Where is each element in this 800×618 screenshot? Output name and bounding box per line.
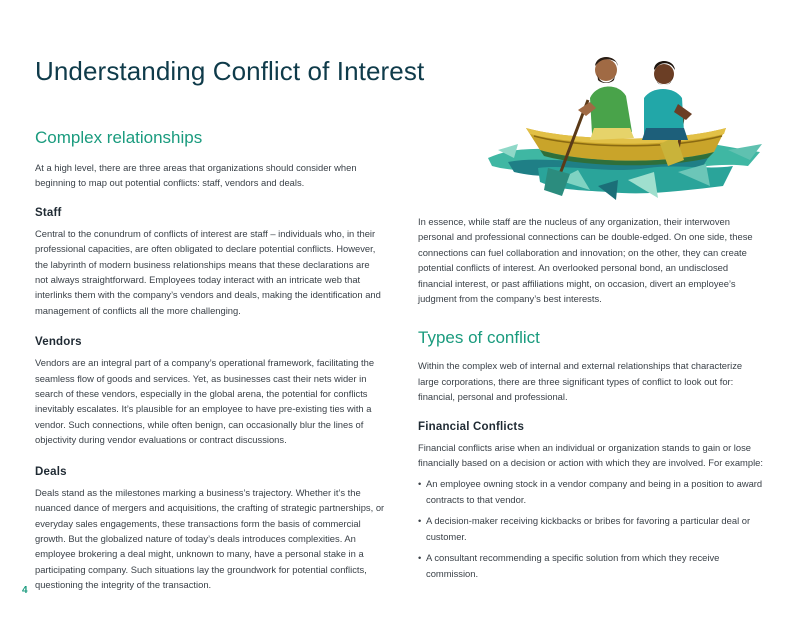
rower-man-icon [642, 61, 692, 140]
sub-heading-vendors: Vendors [35, 336, 82, 349]
vendors-paragraph: Vendors are an integral part of a company’s operational framework, facilitating the seamless flow of goods and services. Yet, as businesses cast their nets wider in search of these vendors, especially in the global arena, the potential for conflicts inevitably escalates. It’s plausible for an employee to have pre-existing ties with a vendor. Such connections, while often benign, can occasionally blur the lines of objectivity during vendor evaluations or contract discussions. [35, 357, 375, 446]
intro-paragraph: At a high level, there are three areas that organizations should consider when beginning to map out potential conflicts: staff, vendors and deals. [35, 162, 357, 189]
deals-paragraph: Deals stand as the milestones marking a business’s trajectory. Whether it’s the nuanced dance of mergers and acquisitions, the crafting of strategic partnerships, or everyday sales engagements, these transactions form the basis of commercial growth. But the globalized nature of today’s deals introduces complexities. An employee brokering a deal might, unknown to many, have a personal stake in a participating company. Such situations lay the groundwork for potential conflicts, questioning the integrity of the transaction. [35, 486, 385, 591]
staff-summary-paragraph: In essence, while staff are the nucleus of any organization, their interwoven personal and professional connections can be double-edged. On one side, these connections can fuel collaboration and innovation; on the other, they can create potential conflicts of interest. An overlooked personal bond, an undisclosed financial interest, or past affiliations might, on occasion, divert an employee’s judgment from the company’s best interests. [418, 216, 753, 305]
financial-paragraph: Financial conflicts arise when an individual or organization stands to gain or lose financially based on a decision or action with which they are involved. For example: [418, 441, 763, 469]
types-intro-paragraph: Within the complex web of internal and external relationships that characterize large corporations, there are three significant types of conflict to look out for: financial, personal and professional. [418, 360, 743, 403]
financial-examples-list [418, 476, 763, 580]
vendors-section [35, 336, 385, 447]
rower-man-icon [578, 57, 634, 140]
list-item: • An employee owning stock in a vendor company and being in a position to award contracts to that vendor. [418, 476, 763, 507]
list-item: • A decision-maker receiving kickbacks or bribes for favoring a particular deal or customer. [418, 513, 763, 544]
list-item: • A consultant recommending a specific solution from which they receive commission. [418, 550, 763, 581]
sub-heading-deals: Deals [35, 465, 67, 478]
right-column [418, 214, 763, 587]
staff-paragraph: Central to the conundrum of conflicts of interest are staff – individuals who, in their professional capacities, are often obligated to declare potential conflicts. However, the labyrinth of modern business relationships means that these declarations are not always straightforward. Employees today interact with an intricate web that interlinks them with the company’s vendors and deals, making the identification and management of conflicts all the more challenging. [35, 227, 381, 316]
page-title: Understanding Conflict of Interest [35, 56, 425, 86]
canoe-rowers-illustration [478, 40, 768, 202]
section-heading-types-of-conflict: Types of conflict [418, 328, 540, 348]
left-column [35, 128, 385, 611]
sub-heading-staff: Staff [35, 206, 62, 219]
section-heading-complex-relationships: Complex relationships [35, 128, 203, 147]
page-number: 4 [22, 585, 28, 596]
sub-heading-financial-conflicts: Financial Conflicts [418, 420, 525, 433]
staff-section [35, 207, 385, 318]
deals-section [35, 466, 385, 593]
